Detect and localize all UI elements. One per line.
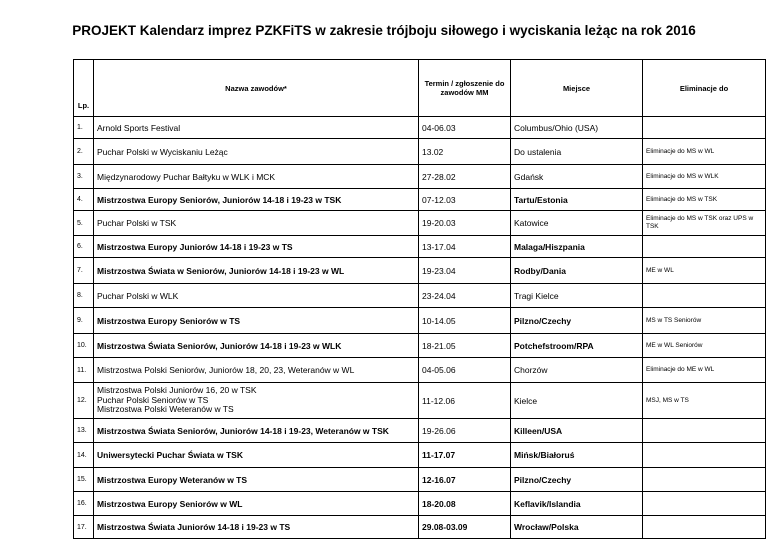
event-elimination: [643, 419, 766, 443]
row-number: 17.: [74, 516, 94, 539]
event-place: Columbus/Ohio (USA): [511, 117, 643, 139]
event-name: Arnold Sports Festival: [94, 117, 419, 139]
table-row: [74, 211, 766, 236]
event-elimination: [643, 443, 766, 468]
event-place: Do ustalenia: [511, 139, 643, 165]
event-name-line: Mistrzostwa Polski Juniorów 16, 20 w TSK: [97, 385, 257, 396]
row-number: 1.: [74, 117, 94, 139]
event-elimination: Eliminacje do MS w WLK: [643, 165, 766, 189]
event-elimination: Eliminacje do MS w TSK oraz UPS w TSK: [643, 211, 766, 236]
event-elimination: [643, 468, 766, 492]
event-elimination: Eliminacje do ME w WL: [643, 358, 766, 383]
header-lp: Lp.: [74, 60, 94, 117]
event-place: Gdańsk: [511, 165, 643, 189]
event-place: Killeen/USA: [511, 419, 643, 443]
event-name: Mistrzostwa Polski Seniorów, Juniorów 18, 20, 23, Weteranów w WL: [94, 358, 419, 383]
table-row: [74, 117, 766, 139]
row-number: 16.: [74, 492, 94, 516]
event-elimination: [643, 492, 766, 516]
event-place: Pilzno/Czechy: [511, 468, 643, 492]
row-number: 6.: [74, 236, 94, 258]
row-number: 4.: [74, 189, 94, 211]
header-name: Nazwa zawodów*: [94, 60, 419, 117]
event-name: Mistrzostwa Świata w Seniorów, Juniorów 14-18 i 19-23 w WL: [94, 258, 419, 284]
row-number: 5.: [74, 211, 94, 236]
row-number: 7.: [74, 258, 94, 284]
event-name: Mistrzostwa Europy Juniorów 14-18 i 19-23 w TS: [94, 236, 419, 258]
event-date: 29.08-03.09: [419, 516, 511, 539]
event-date: 18-20.08: [419, 492, 511, 516]
row-number: 8.: [74, 284, 94, 308]
event-date: 07-12.03: [419, 189, 511, 211]
table-row: [74, 419, 766, 443]
event-place: Keflavik/Islandia: [511, 492, 643, 516]
table-row: [74, 236, 766, 258]
event-name-line: Puchar Polski Seniorów w TS: [97, 394, 209, 405]
event-place: Kielce: [511, 383, 643, 419]
event-date: 11-12.06: [419, 383, 511, 419]
event-date: 19-20.03: [419, 211, 511, 236]
event-place: Pilzno/Czechy: [511, 308, 643, 334]
event-place: Tartu/Estonia: [511, 189, 643, 211]
row-number: 11.: [74, 358, 94, 383]
event-elimination: ME w WL: [643, 258, 766, 284]
event-elimination: [643, 236, 766, 258]
header-place: Miejsce: [511, 60, 643, 117]
event-name: Mistrzostwa Świata Juniorów 14-18 i 19-23 w TS: [94, 516, 419, 539]
row-number: 2.: [74, 139, 94, 165]
table-row: [74, 516, 766, 539]
event-date: 27-28.02: [419, 165, 511, 189]
event-date: 13.02: [419, 139, 511, 165]
header-elim: Eliminacje do: [643, 60, 766, 117]
event-elimination: [643, 284, 766, 308]
row-number: 15.: [74, 468, 94, 492]
event-place: Potchefstroom/RPA: [511, 334, 643, 358]
event-elimination: Eliminacje do MS w TSK: [643, 189, 766, 211]
event-elimination: MS w TS Seniorów: [643, 308, 766, 334]
table-row: [74, 258, 766, 284]
event-name: Puchar Polski w TSK: [94, 211, 419, 236]
event-date: 19-23.04: [419, 258, 511, 284]
row-number: 10.: [74, 334, 94, 358]
event-elimination: [643, 117, 766, 139]
event-name: Mistrzostwa Europy Weteranów w TS: [94, 468, 419, 492]
table-row: [74, 358, 766, 383]
event-elimination: [643, 516, 766, 539]
row-number: 14.: [74, 443, 94, 468]
event-date: 04-05.06: [419, 358, 511, 383]
table-row: [74, 443, 766, 468]
row-number: 9.: [74, 308, 94, 334]
table-row: [74, 308, 766, 334]
event-date: 04-06.03: [419, 117, 511, 139]
header-date: Termin / zgłoszenie do zawodów MM: [419, 60, 511, 117]
event-name: Mistrzostwa Europy Seniorów w TS: [94, 308, 419, 334]
event-date: 13-17.04: [419, 236, 511, 258]
row-number: 3.: [74, 165, 94, 189]
event-name: Mistrzostwa Europy Seniorów w WL: [94, 492, 419, 516]
event-name: Mistrzostwa Świata Seniorów, Juniorów 14-18 i 19-23 w WLK: [94, 334, 419, 358]
table-row: [74, 284, 766, 308]
table-row: [74, 189, 766, 211]
event-name: Mistrzostwa Europy Seniorów, Juniorów 14-18 i 19-23 w TSK: [94, 189, 419, 211]
event-name: Puchar Polski w Wyciskaniu Leżąc: [94, 139, 419, 165]
event-place: Malaga/Hiszpania: [511, 236, 643, 258]
event-date: 19-26.06: [419, 419, 511, 443]
table-row: [74, 139, 766, 165]
table-row: [74, 492, 766, 516]
table-row: [74, 165, 766, 189]
event-place: Rodby/Dania: [511, 258, 643, 284]
event-name: Puchar Polski w WLK: [94, 284, 419, 308]
event-date: 12-16.07: [419, 468, 511, 492]
event-name: Uniwersytecki Puchar Świata w TSK: [94, 443, 419, 468]
table-header-row: [74, 60, 766, 117]
event-place: Chorzów: [511, 358, 643, 383]
event-date: 10-14.05: [419, 308, 511, 334]
events-table: [73, 59, 766, 539]
table-row: [74, 468, 766, 492]
event-name: Mistrzostwa Świata Seniorów, Juniorów 14-18 i 19-23, Weteranów w TSK: [94, 419, 419, 443]
event-date: 18-21.05: [419, 334, 511, 358]
event-place: Tragi Kielce: [511, 284, 643, 308]
event-elimination: MSJ, MS w TS: [643, 383, 766, 419]
event-elimination: ME w WL Seniorów: [643, 334, 766, 358]
event-date: 23-24.04: [419, 284, 511, 308]
event-date: 11-17.07: [419, 443, 511, 468]
table-row: [74, 334, 766, 358]
page-title: PROJEKT Kalendarz imprez PZKFiTS w zakresie trójboju siłowego i wyciskania leżąc na rok 2016: [72, 23, 696, 38]
table-row: [74, 383, 766, 419]
row-number: 12.: [74, 383, 94, 419]
event-name-line: Mistrzostwa Polski Weteranów w TS: [97, 404, 234, 415]
event-place: Mińsk/Białoruś: [511, 443, 643, 468]
event-place: Katowice: [511, 211, 643, 236]
event-name: [94, 383, 419, 419]
row-number: 13.: [74, 419, 94, 443]
event-place: Wrocław/Polska: [511, 516, 643, 539]
event-elimination: Eliminacje do MS w WL: [643, 139, 766, 165]
event-name: Międzynarodowy Puchar Bałtyku w WLK i MCK: [94, 165, 419, 189]
